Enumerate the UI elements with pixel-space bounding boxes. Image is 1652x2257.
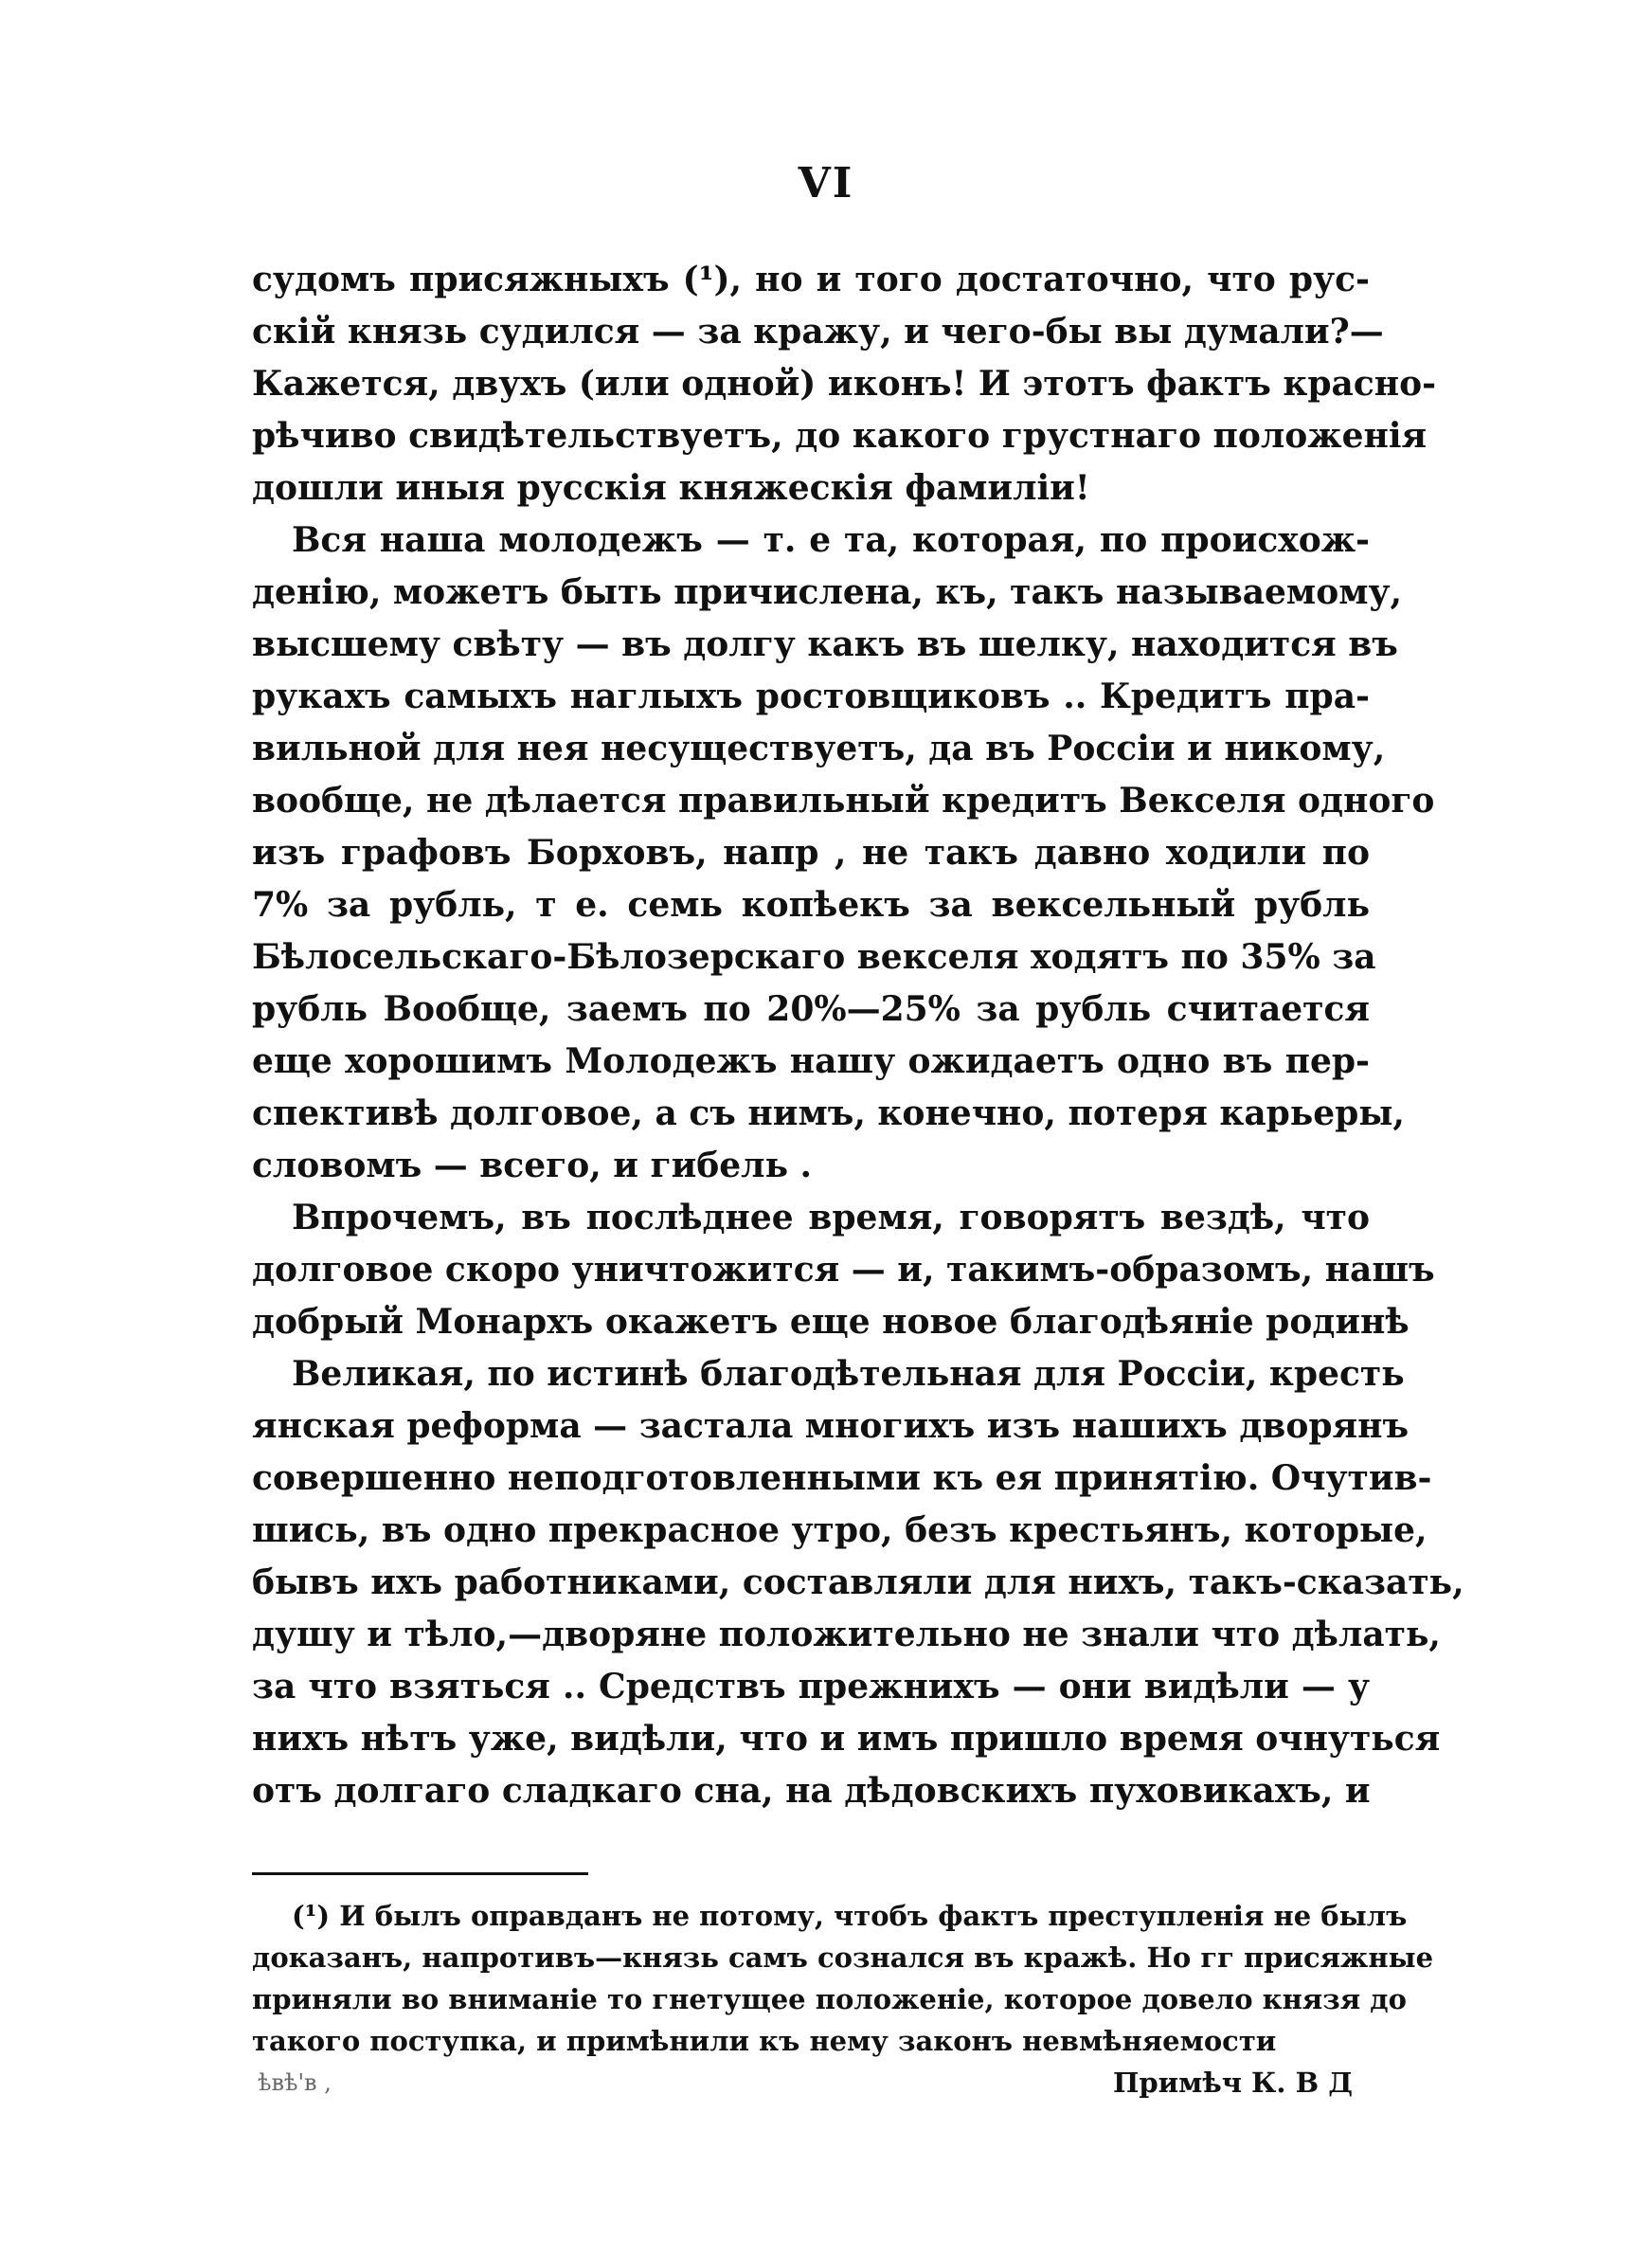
text-line: рукахъ самыхъ наглыхъ ростовщиковъ .. Кредитъ пра- xyxy=(252,677,1370,716)
text-line: денію, можетъ быть причислена, къ, такъ называемому, xyxy=(252,572,1403,612)
footnote-line: такого поступка, и примѣнили къ нему законъ невмѣняемости xyxy=(252,2025,1277,2057)
text-line: высшему свѣту — въ долгу какъ въ шелку, находится въ xyxy=(252,624,1398,664)
text-line: рубль Вообще, заемъ по 20%—25% за рубль считается xyxy=(252,989,1370,1029)
text-line: шись, въ одно прекрасное утро, безъ крестьянъ, которые, xyxy=(252,1510,1428,1550)
footnote-signature: Примѣч К. В Д xyxy=(1112,2067,1353,2099)
footnote-marks: ѣвѣ'в , xyxy=(258,2069,332,2096)
text-line: долговое скоро уничтожится — и, такимъ-образомъ, нашъ xyxy=(252,1250,1435,1290)
text-line: отъ долгаго сладкаго сна, на дѣдовскихъ пуховикахъ, и xyxy=(252,1771,1371,1811)
text-line: вильной для нея несуществуетъ, да въ Россіи и никому, xyxy=(252,729,1386,768)
text-line: дошли иныя русскія княжескія фамиліи! xyxy=(252,468,1090,508)
footnote-line: (¹) И былъ оправданъ не потому, чтобъ фактъ преступленія не былъ xyxy=(292,1900,1408,1932)
text-line: совершенно неподготовленными къ ея принятію. Очутив- xyxy=(252,1458,1432,1498)
text-line: еще хорошимъ Молодежъ нашу ожидаетъ одно въ пер- xyxy=(252,1041,1370,1081)
text-line: Кажется, двухъ (или одной) иконъ! И этотъ фактъ красно- xyxy=(252,364,1437,404)
body-text xyxy=(252,254,1464,1817)
footnote-divider xyxy=(252,1872,588,1875)
footnote-signature-row xyxy=(252,2062,1370,2105)
footnote-line: доказанъ, напротивъ—князь самъ сознался въ кражѣ. Но гг присяжные xyxy=(252,1941,1434,1974)
text-line: 7% за рубль, т е. семь копѣекъ за вексельный рубль xyxy=(252,885,1370,925)
text-line: Бѣлосельскаго-Бѣлозерскаго векселя ходятъ по 35% за xyxy=(252,937,1376,977)
text-line: изъ графовъ Борховъ, напр , не такъ давно ходили по xyxy=(252,833,1370,873)
text-line: рѣчиво свидѣтельствуетъ, до какого грустнаго положенія xyxy=(252,416,1428,456)
text-line: янская реформа — застала многихъ изъ нашихъ дворянъ xyxy=(252,1406,1410,1446)
page-number: VI xyxy=(798,159,854,208)
text-line: за что взяться .. Средствъ прежнихъ — они видѣли — у xyxy=(252,1667,1370,1706)
text-line: душу и тѣло,—дворяне положительно не знали что дѣлать, xyxy=(252,1615,1441,1654)
text-line: судомъ присяжныхъ (¹), но и того достаточно, что рус- xyxy=(252,260,1370,299)
footnote-line: приняли во вниманіе то гнетущее положеніе, которое довело князя до xyxy=(252,1983,1407,2015)
footnote xyxy=(252,1895,1434,2105)
text-line: вообще, не дѣлается правильный кредитъ Векселя одного xyxy=(252,781,1435,821)
text-line: скій князь судился — за кражу, и чего-бы вы думали?— xyxy=(252,312,1384,352)
text-line: спективѣ долговое, а съ нимъ, конечно, потеря карьеры, xyxy=(252,1093,1405,1133)
text-line: Вся наша молодежъ — т. е та, которая, по происхож- xyxy=(292,520,1370,560)
text-line: словомъ — всего, и гибель . xyxy=(252,1146,813,1185)
text-line: Великая, по истинѣ благодѣтельная для Россіи, кресть xyxy=(292,1354,1405,1394)
text-line: нихъ нѣтъ уже, видѣли, что и имъ пришло время очнуться xyxy=(252,1719,1441,1759)
text-line: добрый Монархъ окажетъ еще новое благодѣяніе родинѣ xyxy=(252,1302,1410,1342)
text-line: Впрочемъ, въ послѣднее время, говорятъ вездѣ, что xyxy=(292,1198,1370,1237)
text-line: бывъ ихъ работниками, составляли для нихъ, такъ-сказать, xyxy=(252,1562,1464,1602)
